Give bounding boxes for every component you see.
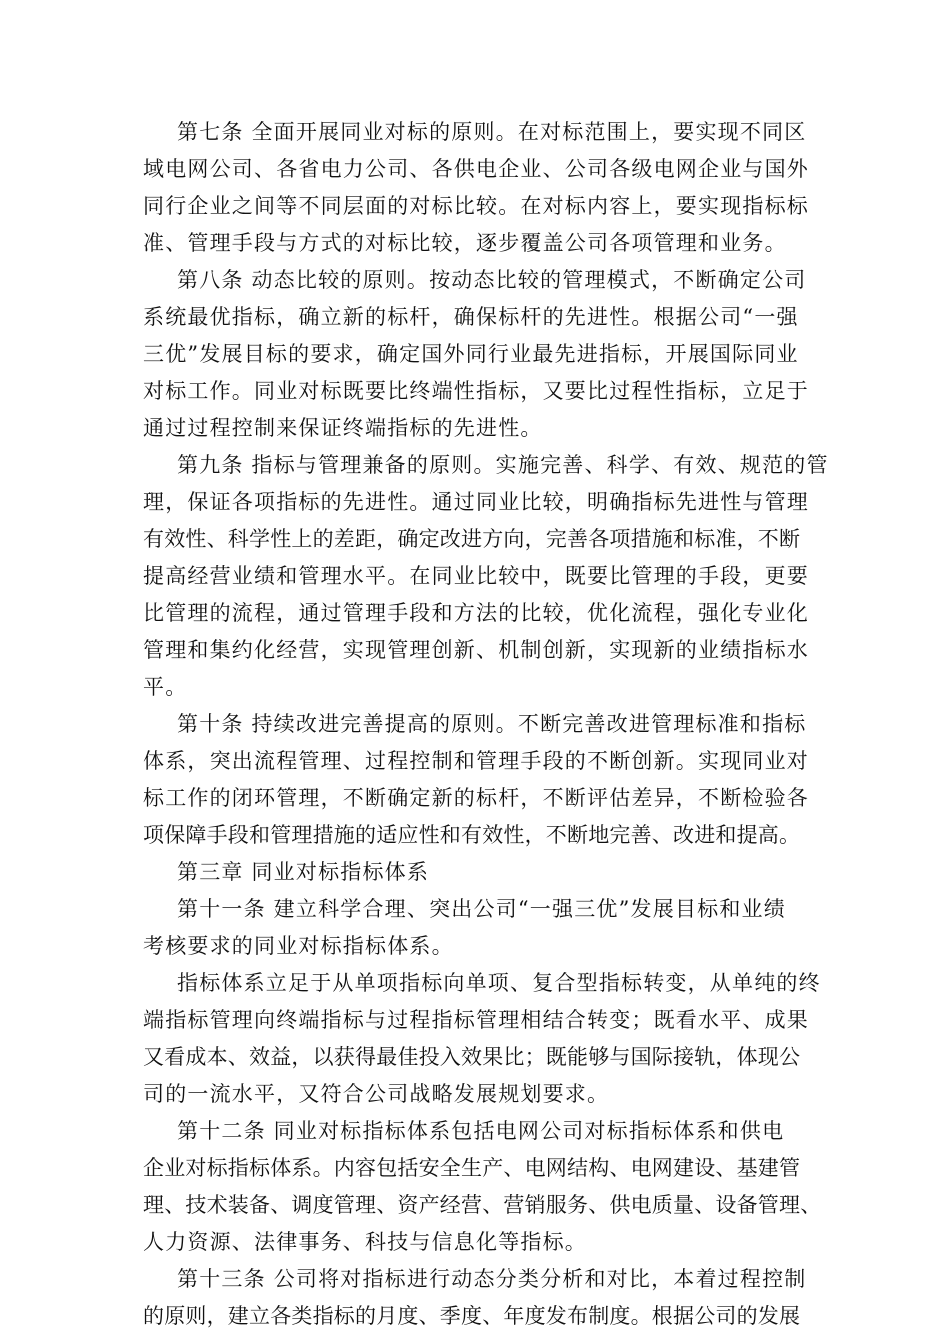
article-7-line-4: 准、管理手段与方式的对标比较，逐步覆盖公司各项管理和业务。 (143, 231, 787, 255)
article-8-line-5: 通过过程控制来保证终端指标的先进性。 (143, 416, 543, 440)
article-13-line-2: 的原则，建立各类指标的月度、季度、年度发布制度。根据公司的发展 (143, 1304, 801, 1328)
article-8-line-1: 第八条 动态比较的原则。按动态比较的管理模式，不断确定公司 (177, 268, 807, 292)
article-12-line-3: 理、技术装备、调度管理、资产经营、营销服务、供电质量、设备管理、 (143, 1193, 822, 1217)
article-13-line-1: 第十三条 公司将对指标进行动态分类分析和对比，本着过程控制 (177, 1267, 807, 1291)
article-9-line-5: 比管理的流程，通过管理手段和方法的比较，优化流程，强化专业化 (143, 601, 809, 625)
article-9-line-3: 有效性、科学性上的差距，确定改进方向，完善各项措施和标准，不断 (143, 527, 801, 551)
article-9-line-4: 提高经营业绩和管理水平。在同业比较中，既要比管理的手段，更要 (143, 564, 809, 588)
article-12-line-2: 企业对标指标体系。内容包括安全生产、电网结构、电网建设、基建管 (143, 1156, 801, 1180)
article-12-line-1: 第十二条 同业对标指标体系包括电网公司对标指标体系和供电 (177, 1119, 785, 1143)
article-11-line-2: 考核要求的同业对标指标体系。 (143, 934, 454, 958)
chapter-3-heading: 第三章 同业对标指标体系 (177, 860, 430, 884)
article-8-line-2: 系统最优指标，确立新的标杆，确保标杆的先进性。根据公司“一强 (143, 305, 799, 329)
article-8-line-3: 三优”发展目标的要求，确定国外同行业最先进指标，开展国际同业 (143, 342, 799, 366)
article-7-line-3: 同行企业之间等不同层面的对标比较。在对标内容上，要实现指标标 (143, 194, 809, 218)
article-9-line-2: 理，保证各项指标的先进性。通过同业比较，明确指标先进性与管理 (143, 490, 809, 514)
indicator-system-line-2: 端指标管理向终端指标与过程指标管理相结合转变；既看水平、成果 (143, 1008, 809, 1032)
indicator-system-line-1: 指标体系立足于从单项指标向单项、复合型指标转变，从单纯的终 (177, 971, 821, 995)
article-10-line-4: 项保障手段和管理措施的适应性和有效性，不断地完善、改进和提高。 (143, 823, 801, 847)
article-9-line-7: 平。 (143, 675, 188, 699)
document-body (143, 114, 829, 1335)
article-9-line-1: 第九条 指标与管理兼备的原则。实施完善、科学、有效、规范的管 (177, 453, 829, 477)
article-8-line-4: 对标工作。同业对标既要比终端性指标，又要比过程性指标，立足于 (143, 379, 809, 403)
article-10-line-2: 体系，突出流程管理、过程控制和管理手段的不断创新。实现同业对 (143, 749, 809, 773)
indicator-system-line-3: 又看成本、效益，以获得最佳投入效果比；既能够与国际接轨，体现公 (143, 1045, 801, 1069)
article-7-line-1: 第七条 全面开展同业对标的原则。在对标范围上，要实现不同区 (177, 120, 807, 144)
article-7-line-2: 域电网公司、各省电力公司、各供电企业、公司各级电网企业与国外 (143, 157, 809, 181)
article-12-line-4: 人力资源、法律事务、科技与信息化等指标。 (143, 1230, 587, 1254)
article-11-line-1: 第十一条 建立科学合理、突出公司“一强三优”发展目标和业绩 (177, 897, 786, 921)
article-10-line-3: 标工作的闭环管理，不断确定新的标杆，不断评估差异，不断检验各 (143, 786, 809, 810)
indicator-system-line-4: 司的一流水平，又符合公司战略发展规划要求。 (143, 1082, 610, 1106)
article-9-line-6: 管理和集约化经营，实现管理创新、机制创新，实现新的业绩指标水 (143, 638, 809, 662)
article-10-line-1: 第十条 持续改进完善提高的原则。不断完善改进管理标准和指标 (177, 712, 807, 736)
